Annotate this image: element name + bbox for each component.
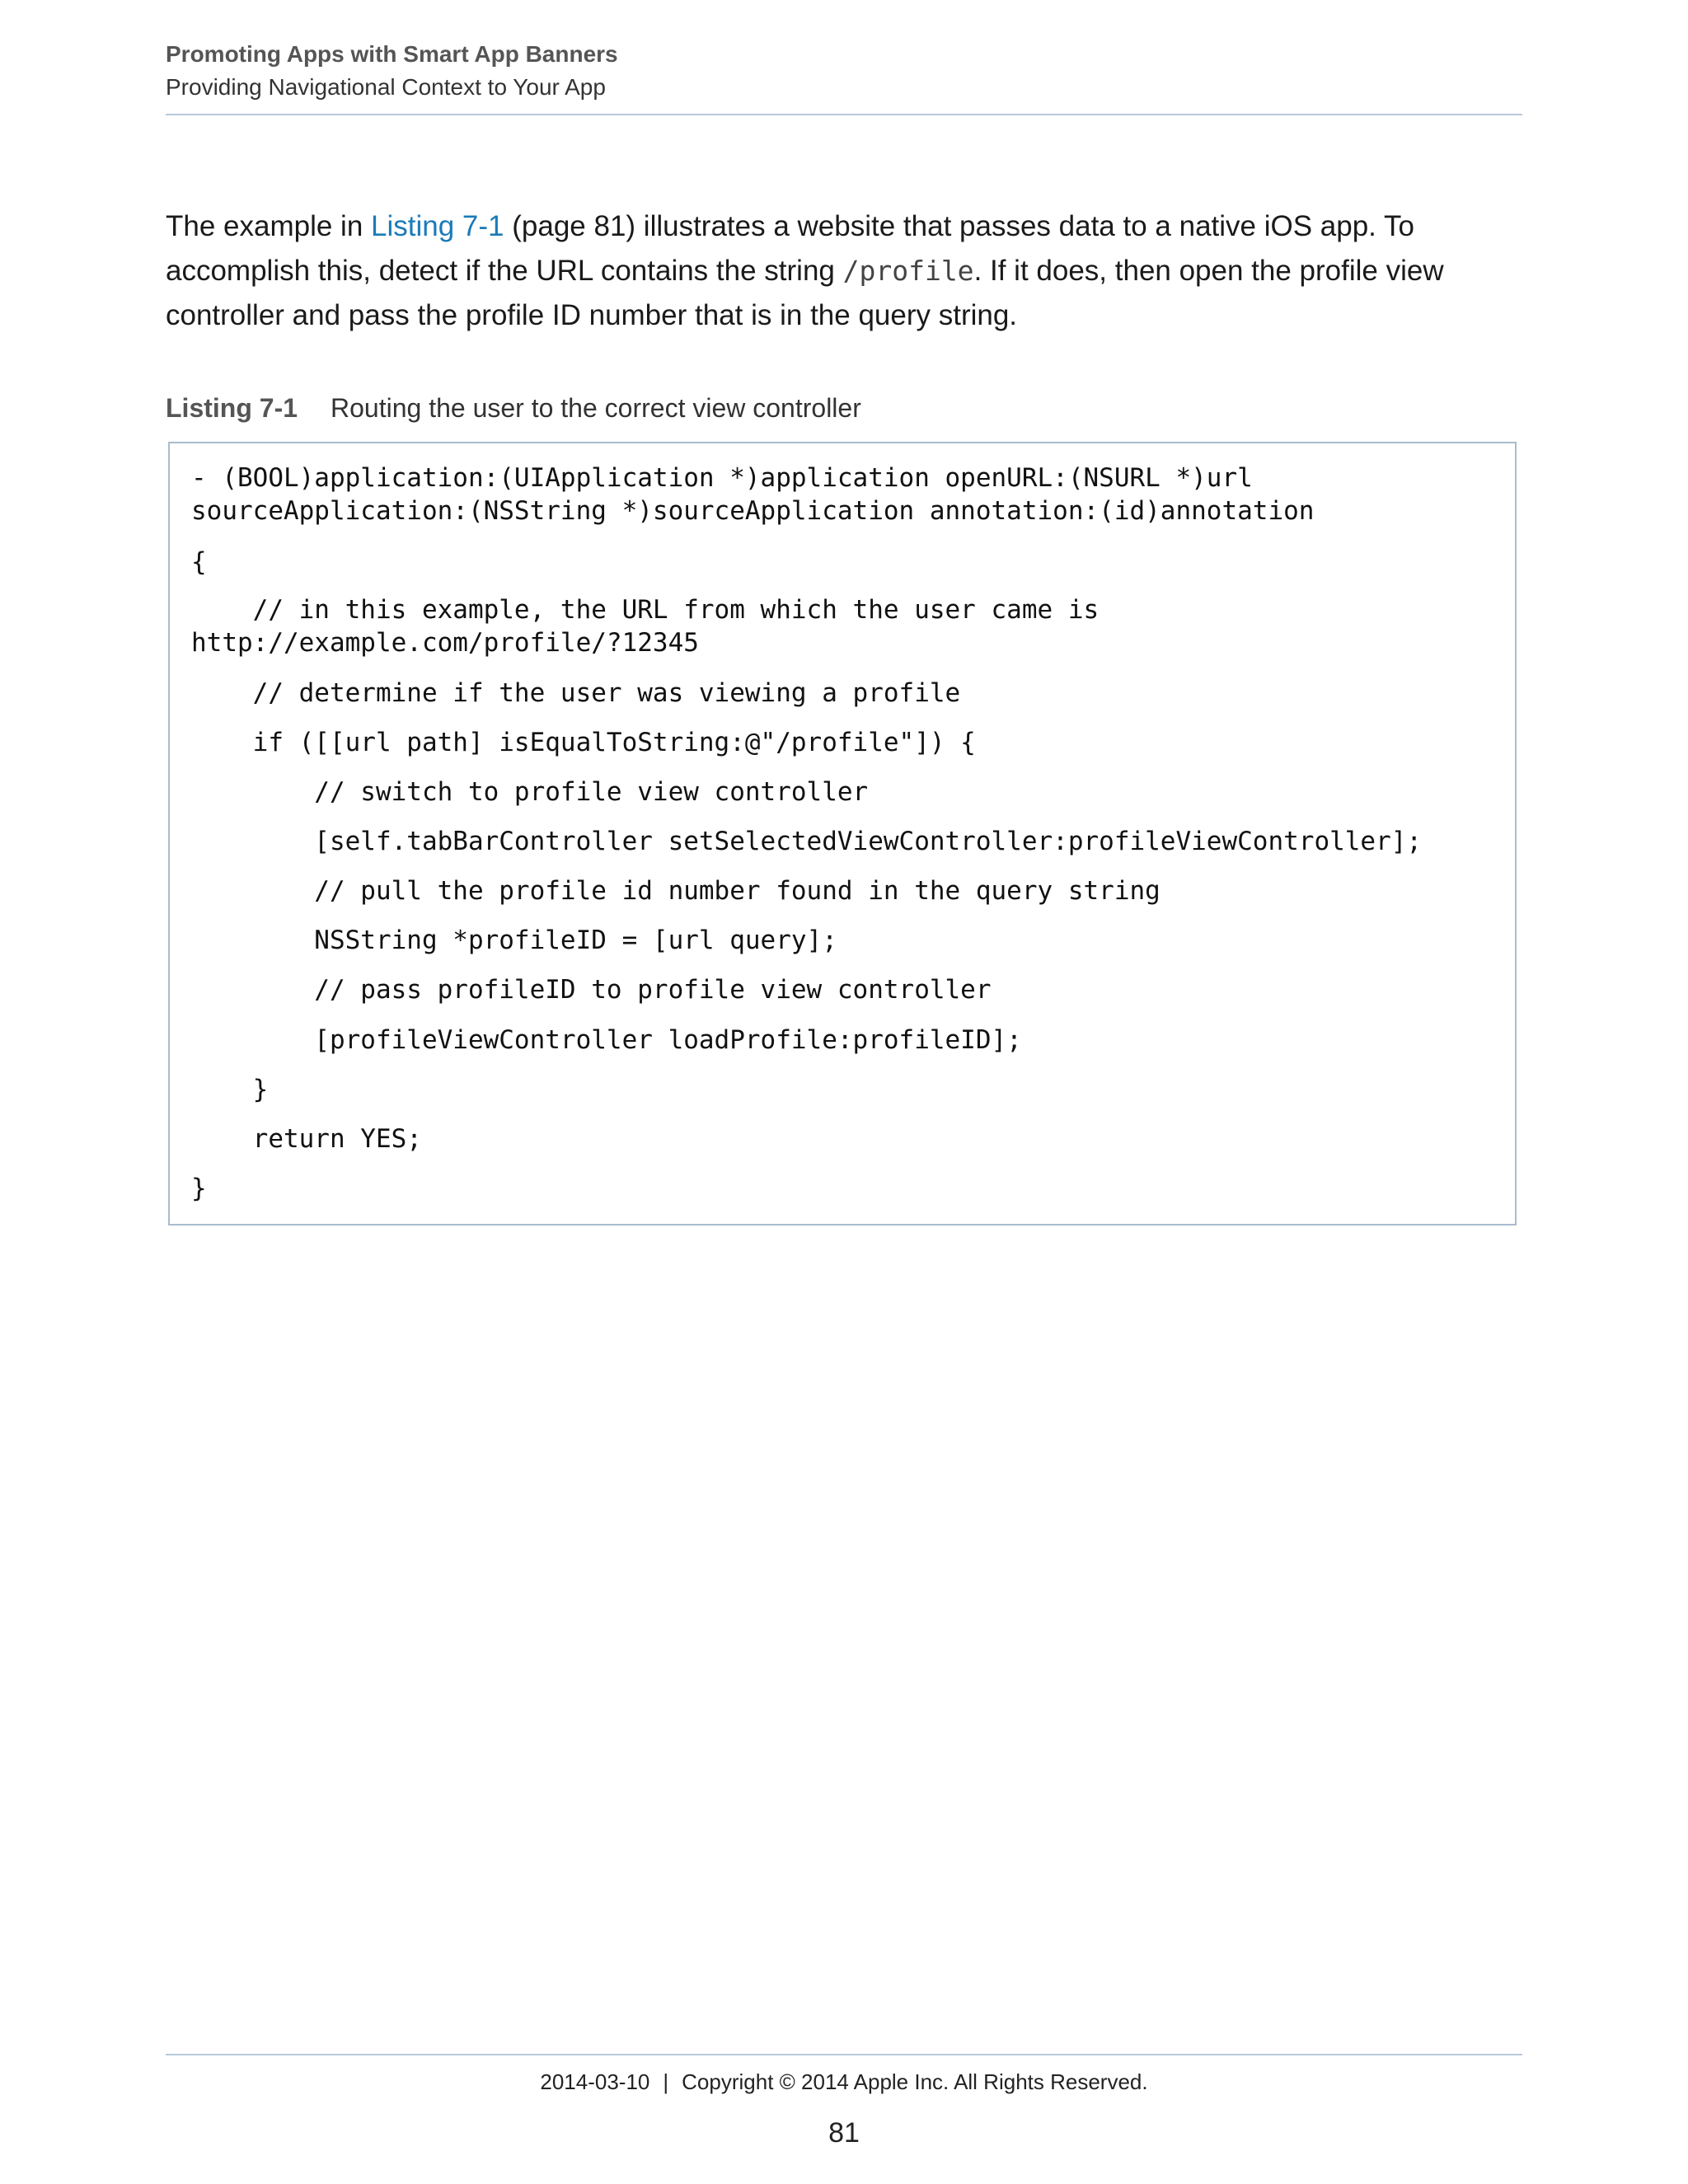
code-listing	[168, 442, 1517, 1226]
code-line: }	[191, 1075, 269, 1104]
code-line: {	[191, 547, 207, 577]
listing-number: Listing 7-1	[166, 393, 298, 423]
footer-separator: |	[663, 2069, 669, 2094]
code-line: // switch to profile view controller	[191, 777, 869, 807]
code-line: // in this example, the URL from which the user came is	[191, 595, 1100, 625]
listing-link[interactable]: Listing 7-1	[371, 210, 504, 242]
code-line: sourceApplication:(NSString *)sourceApplication annotation:(id)annotation	[191, 496, 1315, 526]
code-line: }	[191, 1174, 207, 1203]
page-number: 81	[828, 2117, 860, 2149]
footer-divider	[166, 2054, 1522, 2055]
code-line: NSString *profileID = [url query];	[191, 926, 837, 955]
chapter-title: Promoting Apps with Smart App Banners	[166, 41, 618, 67]
footer-copyright: Copyright © 2014 Apple Inc. All Rights Reserved.	[682, 2069, 1148, 2094]
page-header	[166, 38, 1522, 104]
page-footer	[0, 2065, 1688, 2098]
paragraph-text: . If it does, then open the profile view controller and pass the profile ID number that is in the query string.	[166, 255, 1444, 331]
body-paragraph	[166, 204, 1526, 338]
code-line: http://example.com/profile/?12345	[191, 628, 699, 658]
paragraph-text: The example in	[166, 210, 372, 242]
code-line: // pass profileID to profile view controller	[191, 975, 992, 1005]
paragraph-text: (page 81) illustrates a website that passes data to a native iOS app. To accomplish this, detect if the URL contains the string	[166, 210, 1414, 287]
listing-title: Routing the user to the correct view controller	[331, 393, 861, 423]
code-line: return YES;	[191, 1124, 422, 1154]
listing-caption	[166, 390, 861, 426]
code-line: [profileViewController loadProfile:profileID];	[191, 1025, 1022, 1055]
footer-date: 2014-03-10	[540, 2069, 650, 2094]
code-line: if ([[url path] isEqualToString:@"/profile"]) {	[191, 728, 976, 757]
code-line: // pull the profile id number found in the query string	[191, 876, 1160, 906]
header-divider	[166, 114, 1522, 115]
code-line: // determine if the user was viewing a profile	[191, 678, 961, 708]
section-title: Providing Navigational Context to Your App	[166, 74, 606, 100]
code-line: [self.tabBarController setSelectedViewController:profileViewController];	[191, 827, 1423, 856]
inline-code: /profile	[842, 255, 974, 287]
code-line: - (BOOL)application:(UIApplication *)application openURL:(NSURL *)url	[191, 463, 1253, 493]
